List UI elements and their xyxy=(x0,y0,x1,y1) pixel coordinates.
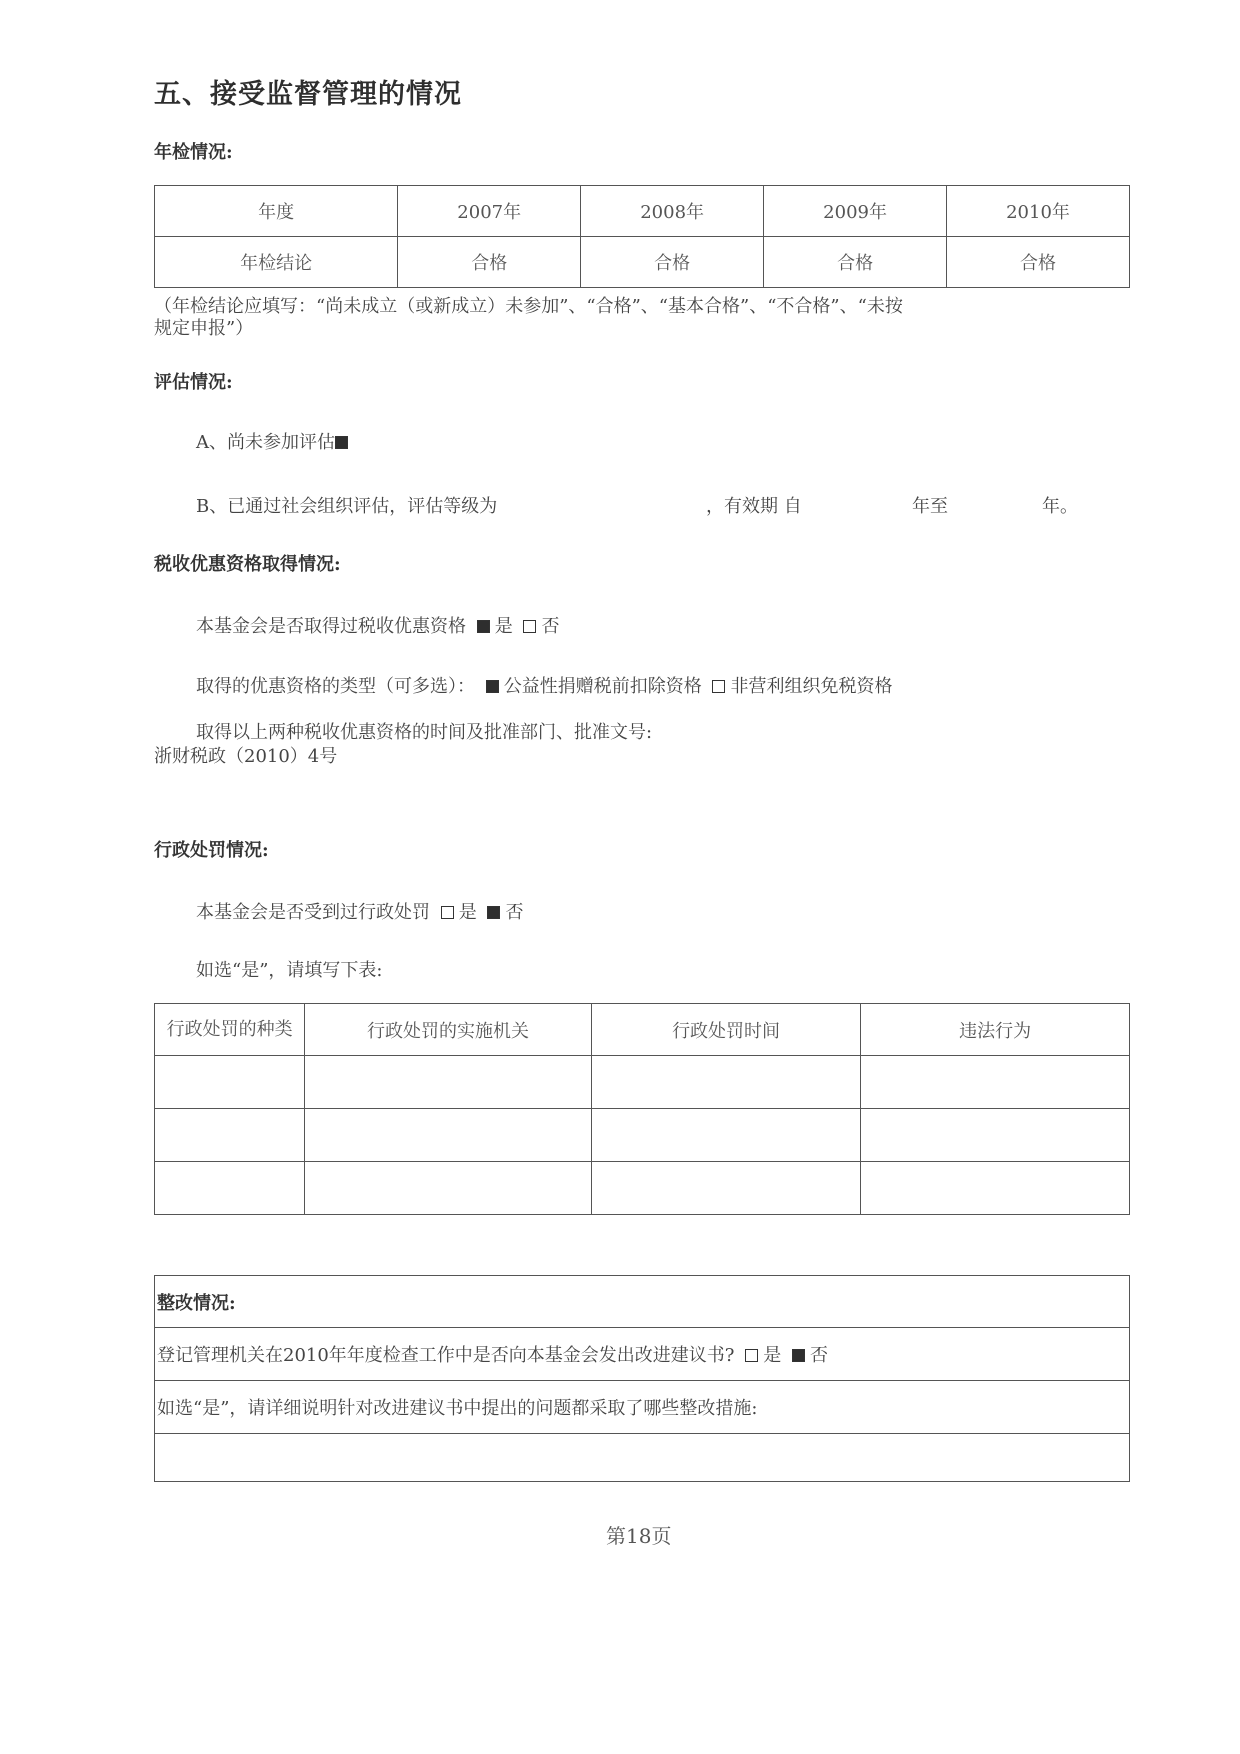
penalty-no-label: 否 xyxy=(505,902,524,923)
page-title: 五、接受监督管理的情况 xyxy=(154,79,462,110)
tax-type-label: 取得的优惠资格的类型（可多选）： xyxy=(196,676,475,697)
evaluation-option-b-prefix: B、已通过社会组织评估，评估等级为 xyxy=(196,496,498,517)
tax-type-option-label: 公益性捐赠税前扣除资格 xyxy=(503,676,702,697)
year-cell: 2008年 xyxy=(581,186,764,237)
year-cell: 2007年 xyxy=(398,186,581,237)
annual-inspection-heading: 年检情况: xyxy=(154,142,233,163)
table-cell[interactable] xyxy=(591,1056,861,1109)
penalty-heading: 行政处罚情况: xyxy=(154,840,269,861)
table-row xyxy=(155,1056,1130,1109)
evaluation-option-b-year-to: 年至 xyxy=(912,496,948,517)
table-row xyxy=(155,1109,1130,1162)
table-cell[interactable] xyxy=(591,1162,861,1215)
table-cell[interactable] xyxy=(155,1162,305,1215)
inspection-note-line1: （年检结论应填写：“尚未成立（或新成立）未参加”、“合格”、“基本合格”、“不合格”、“未按 xyxy=(154,296,903,317)
rectification-heading: 整改情况: xyxy=(155,1276,1130,1328)
year-cell: 2010年 xyxy=(947,186,1130,237)
tax-approval-label: 取得以上两种税收优惠资格的时间及批准部门、批准文号: xyxy=(196,722,653,743)
table-cell[interactable] xyxy=(305,1056,592,1109)
tax-yes-label: 是 xyxy=(494,616,513,637)
year-cell: 2009年 xyxy=(764,186,947,237)
tax-type-option-checkbox[interactable] xyxy=(486,680,499,693)
column-header: 行政处罚的实施机关 xyxy=(305,1004,592,1056)
row-header-result: 年检结论 xyxy=(155,237,398,288)
rectification-table xyxy=(154,1275,1130,1482)
tax-type-option-label: 非营利组织免税资格 xyxy=(730,676,893,697)
tax-type-option-checkbox[interactable] xyxy=(712,680,725,693)
option-a-label: A、尚未参加评估 xyxy=(196,432,335,453)
tax-heading: 税收优惠资格取得情况: xyxy=(154,554,341,575)
column-header: 行政处罚的种类 xyxy=(155,1004,305,1056)
tax-question: 本基金会是否取得过税收优惠资格 xyxy=(196,616,466,637)
evaluation-heading: 评估情况: xyxy=(154,372,233,393)
penalty-question: 本基金会是否受到过行政处罚 xyxy=(196,902,430,923)
evaluation-option-a[interactable] xyxy=(196,428,353,454)
penalty-fill-hint: 如选“是”，请填写下表: xyxy=(196,960,383,981)
tax-question-row xyxy=(196,612,559,638)
tax-approval-value: 浙财税政（2010）4号 xyxy=(154,746,338,767)
option-a-checkbox[interactable] xyxy=(335,436,348,449)
rectification-no-checkbox[interactable] xyxy=(792,1349,805,1362)
rectification-no-label: 否 xyxy=(809,1345,828,1366)
table-row xyxy=(155,1162,1130,1215)
evaluation-option-b-validity: ，有效期 自 xyxy=(706,496,802,517)
table-cell[interactable] xyxy=(861,1109,1130,1162)
tax-yes-checkbox[interactable] xyxy=(477,620,490,633)
table-cell[interactable] xyxy=(591,1109,861,1162)
result-cell: 合格 xyxy=(764,237,947,288)
evaluation-option-b-year-end: 年。 xyxy=(1042,496,1078,517)
column-header: 违法行为 xyxy=(861,1004,1130,1056)
table-cell[interactable] xyxy=(861,1056,1130,1109)
tax-type-row xyxy=(196,672,892,698)
inspection-note-line2: 规定申报”） xyxy=(154,318,254,339)
result-cell: 合格 xyxy=(581,237,764,288)
rectification-detail-prompt: 如选“是”，请详细说明针对改进建议书中提出的问题都采取了哪些整改措施: xyxy=(155,1381,1130,1434)
tax-no-label: 否 xyxy=(541,616,560,637)
table-cell[interactable] xyxy=(861,1162,1130,1215)
tax-no-checkbox[interactable] xyxy=(523,620,536,633)
result-cell: 合格 xyxy=(947,237,1130,288)
penalty-yes-label: 是 xyxy=(458,902,477,923)
row-header-year: 年度 xyxy=(155,186,398,237)
penalty-table xyxy=(154,1003,1130,1215)
table-cell[interactable] xyxy=(155,1109,305,1162)
rectification-yes-checkbox[interactable] xyxy=(745,1349,758,1362)
rectification-yes-label: 是 xyxy=(763,1345,782,1366)
table-cell[interactable] xyxy=(155,1056,305,1109)
penalty-question-row xyxy=(196,898,523,924)
annual-inspection-table xyxy=(154,185,1130,288)
rectification-question-row xyxy=(155,1328,1130,1381)
page-number: 第18页 xyxy=(606,1524,672,1548)
result-cell: 合格 xyxy=(398,237,581,288)
rectification-question: 登记管理机关在2010年年度检查工作中是否向本基金会发出改进建议书? xyxy=(157,1345,735,1366)
table-cell[interactable] xyxy=(305,1162,592,1215)
rectification-detail-field[interactable] xyxy=(155,1434,1130,1482)
column-header: 行政处罚时间 xyxy=(591,1004,861,1056)
penalty-yes-checkbox[interactable] xyxy=(441,906,454,919)
table-cell[interactable] xyxy=(305,1109,592,1162)
penalty-no-checkbox[interactable] xyxy=(487,906,500,919)
